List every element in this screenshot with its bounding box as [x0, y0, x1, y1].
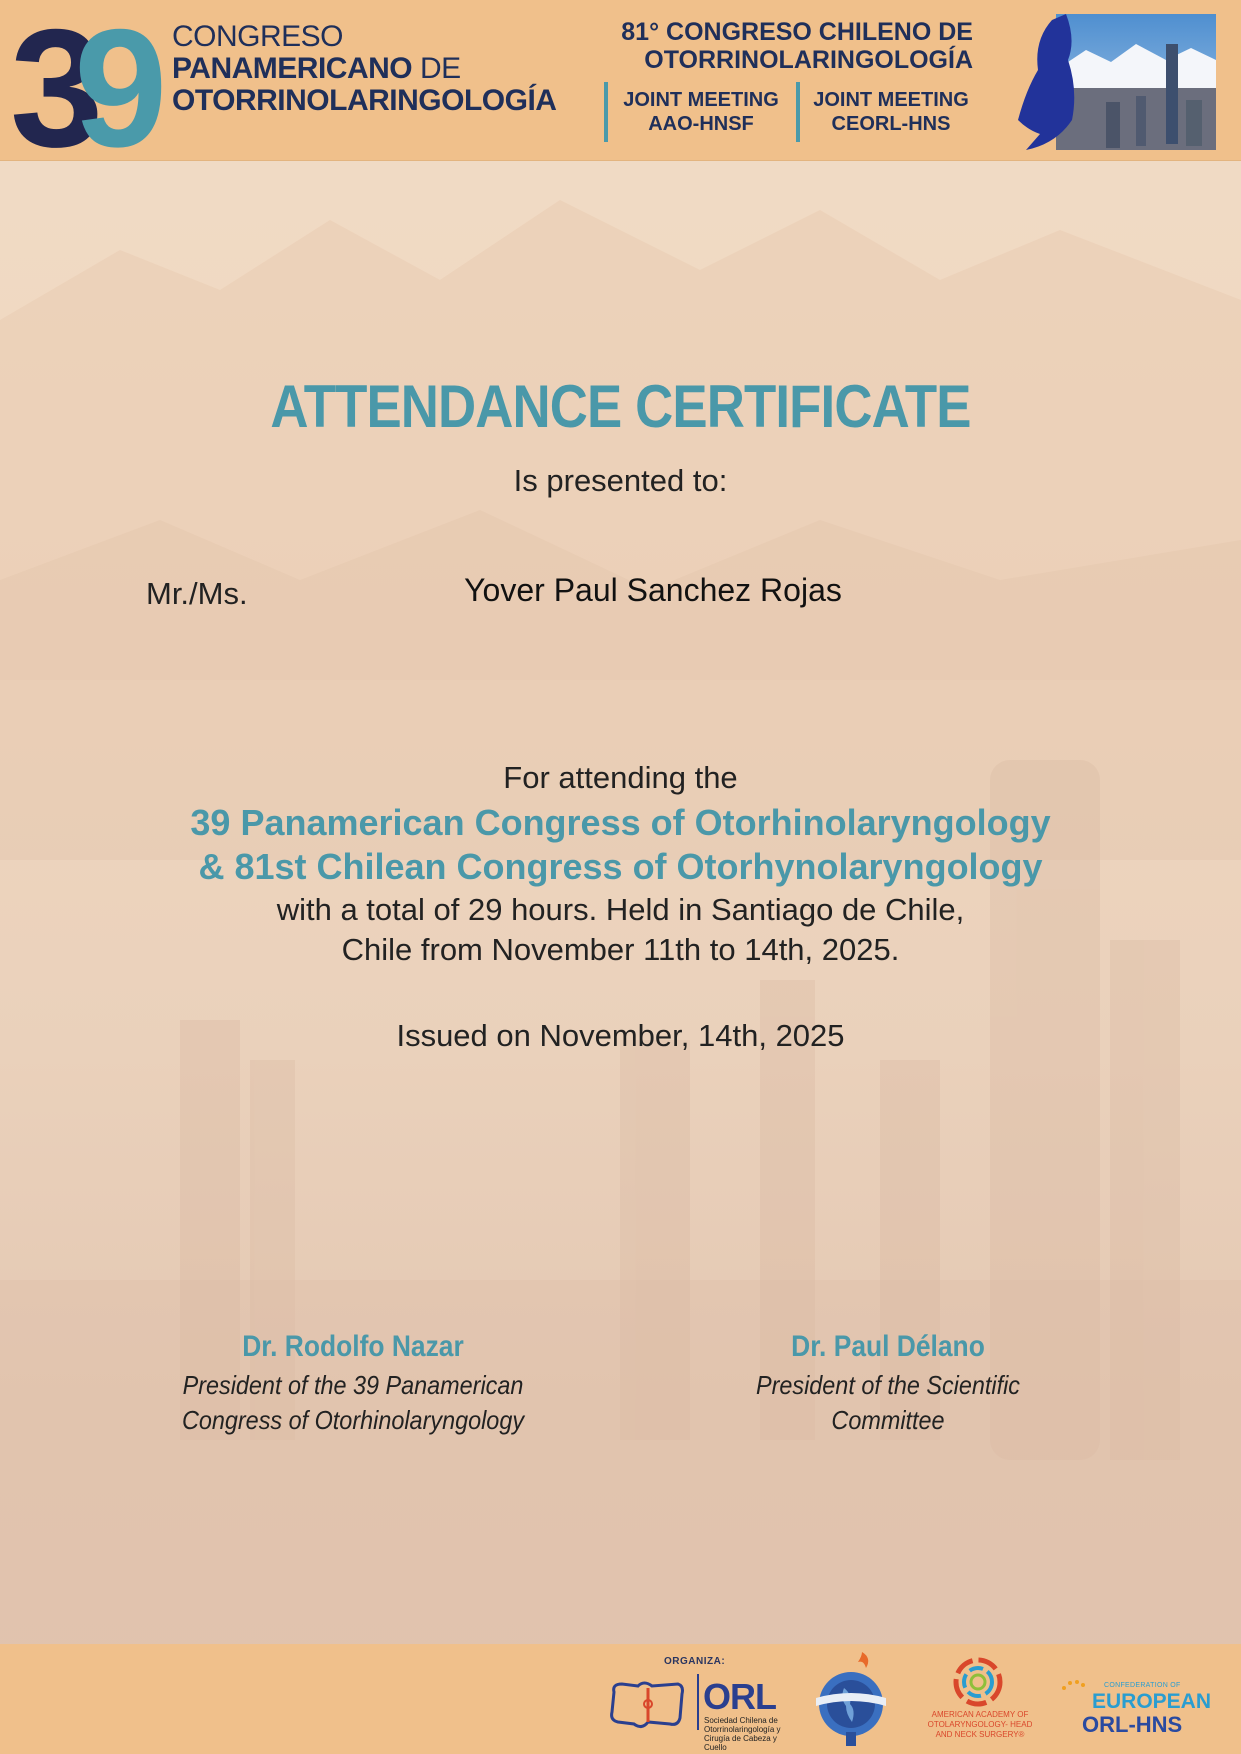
joint-meeting-label: JOINT MEETING: [623, 89, 779, 111]
svg-text:3: 3: [10, 8, 82, 153]
organiza-label: ORGANIZA:: [664, 1656, 726, 1667]
aao-logo-text: AMERICAN ACADEMY OF OTOLARYNGOLOGY- HEAD AND NECK SURGERY®: [927, 1710, 1033, 1739]
header-band: [0, 0, 1241, 161]
congreso-line-3: OTORRINOLARINGOLOGÍA: [172, 84, 557, 117]
joint-meeting-ceorl: [796, 82, 982, 142]
signatory-role: [170, 1368, 535, 1438]
ceorl-small-text: CONFEDERATION OF: [1104, 1682, 1181, 1689]
congreso-line-2: [172, 52, 461, 86]
footer-band: [0, 1644, 1241, 1754]
condor-city-logo: [1016, 10, 1216, 154]
joint-meeting-label: JOINT MEETING: [813, 89, 969, 111]
svg-text:9: 9: [74, 8, 146, 153]
logo-divider: [697, 1674, 699, 1730]
joint-meeting-org: AAO-HNSF: [648, 113, 754, 135]
congress-name-line-2: & 81st Chilean Congress of Otorhynolaryngology: [198, 846, 1043, 887]
de-text: DE: [412, 52, 461, 85]
orl-logo-text: ORL: [703, 1676, 776, 1717]
ceorl-european-text: EUROPEAN: [1092, 1690, 1212, 1713]
chileno-line-2: OTORRINOLARINGOLOGÍA: [644, 46, 973, 74]
joint-meeting-aao: [604, 82, 794, 142]
joint-meeting-org: CEORL-HNS: [831, 113, 951, 135]
signatory-role-line: Congress of Otorhinolaryngology: [181, 1405, 525, 1435]
attending-text: For attending the: [503, 760, 738, 795]
hours-text: with a total of 29 hours. Held in Santiago de Chile,: [276, 892, 965, 927]
presented-to-text: Is presented to:: [513, 463, 728, 498]
panamerican-association-seal: [806, 1648, 896, 1748]
ceorl-orl-text: ORL-HNS: [1082, 1712, 1183, 1737]
signatory-role-line: President of the Scientific Committee: [755, 1370, 1021, 1435]
chile-map-logo: [608, 1678, 688, 1730]
signatory-name: Dr. Rodolfo Nazar: [242, 1330, 464, 1363]
certificate-title: ATTENDANCE CERTIFICATE: [270, 373, 971, 440]
congreso-line-1: CONGRESO: [172, 20, 344, 53]
signature-block-president: [150, 1330, 556, 1438]
recipient-name: Yover Paul Sanchez Rojas: [464, 572, 842, 608]
congress-39-logo: [10, 8, 170, 153]
orl-subtitle: Sociedad Chilena de Otorrinolaringología y Cirugía de Cabeza y Cuello: [704, 1716, 781, 1752]
chileno-line-1: 81° CONGRESO CHILENO DE: [621, 18, 973, 46]
panamericano-text: PANAMERICANO: [172, 52, 413, 85]
signatory-name: Dr. Paul Délano: [791, 1330, 985, 1363]
signatory-role: [697, 1368, 1079, 1438]
aao-swirl-logo: [948, 1656, 1008, 1708]
salutation-label: Mr./Ms.: [146, 576, 248, 611]
signature-block-scientific: [676, 1330, 1100, 1438]
ceorl-stars-icon: [1060, 1678, 1086, 1698]
held-dates-text: Chile from November 11th to 14th, 2025.: [341, 932, 900, 967]
congress-name-line-1: 39 Panamerican Congress of Otorhinolaryngology: [190, 802, 1051, 843]
signatory-role-line: President of the 39 Panamerican: [182, 1370, 524, 1400]
issued-date: Issued on November, 14th, 2025: [396, 1018, 845, 1053]
